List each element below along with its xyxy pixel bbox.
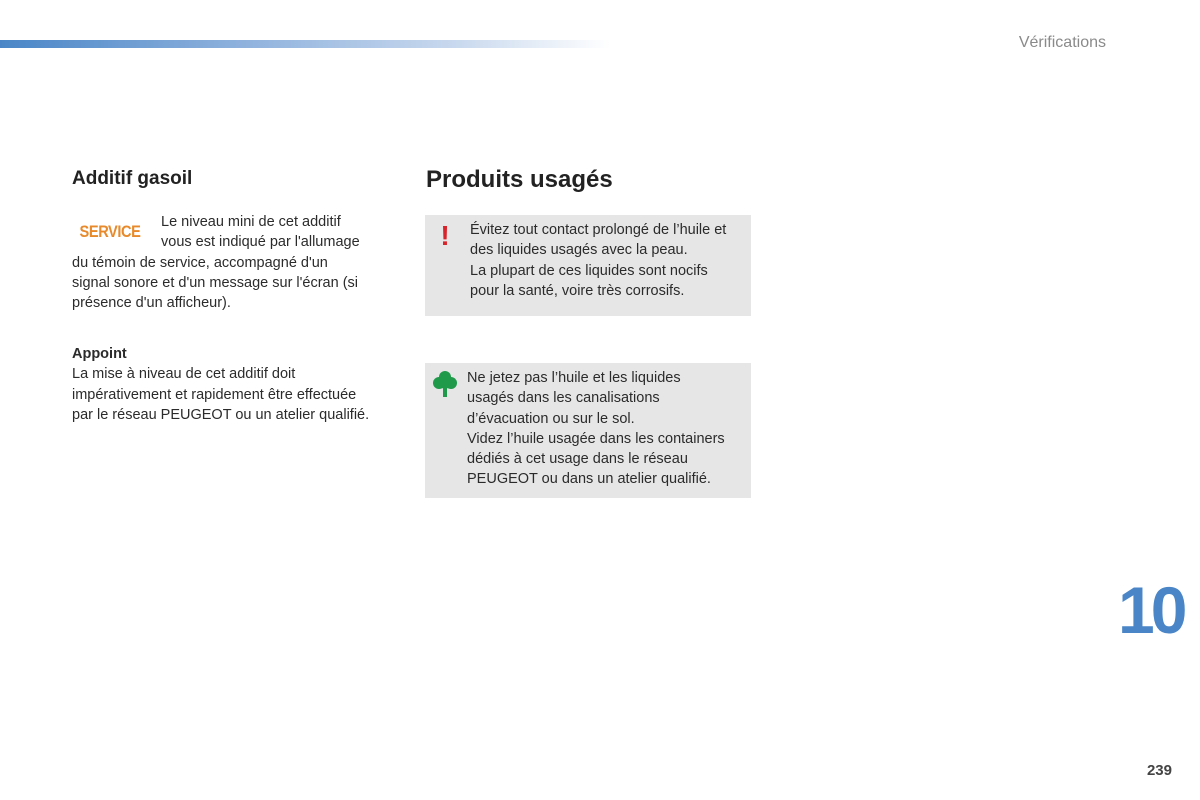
appoint-title: Appoint bbox=[72, 346, 127, 363]
environment-line: Ne jetez pas l’huile et les liquides bbox=[467, 370, 681, 386]
warning-note bbox=[425, 215, 751, 316]
appoint-line: La mise à niveau de cet additif doit bbox=[72, 366, 296, 383]
environment-line: usagés dans les canalisations bbox=[467, 390, 660, 407]
environment-line: Videz l’huile usagée dans les containers bbox=[467, 430, 725, 447]
warning-line: Évitez tout contact prolongé de l’huile et bbox=[470, 222, 727, 238]
service-line: vous est indiqué par l'allumage bbox=[161, 234, 360, 251]
page-number: 239 bbox=[1146, 762, 1172, 779]
service-line: du témoin de service, accompagné d'un bbox=[72, 254, 328, 271]
produits-usages-title: Produits usagés bbox=[426, 166, 613, 193]
environment-line: dédiés à cet usage dans le réseau bbox=[467, 451, 688, 468]
additif-gasoil-title: Additif gasoil bbox=[72, 168, 193, 189]
service-paragraph bbox=[72, 212, 392, 313]
environment-note bbox=[425, 363, 751, 498]
tree-environment-icon bbox=[433, 370, 457, 398]
header-accent-bar bbox=[0, 40, 610, 48]
environment-line: PEUGEOT ou dans un atelier qualifié. bbox=[467, 471, 711, 488]
service-line: signal sonore et d'un message sur l'écran (si bbox=[72, 274, 359, 291]
appoint-paragraph bbox=[72, 364, 392, 425]
appoint-line: par le réseau PEUGEOT ou un atelier qualifié. bbox=[72, 407, 370, 424]
service-warning-icon: SERVICE bbox=[79, 221, 141, 241]
service-line: Le niveau mini de cet additif bbox=[161, 214, 341, 230]
additif-gasoil-section bbox=[72, 168, 392, 425]
warning-exclamation-icon: ! bbox=[440, 220, 450, 251]
chapter-number: 10 bbox=[1118, 573, 1184, 647]
appoint-line: impérativement et rapidement être effectuée bbox=[72, 386, 357, 403]
warning-line: des liquides usagés avec la peau. bbox=[470, 242, 688, 259]
warning-line: La plupart de ces liquides sont nocifs bbox=[470, 262, 708, 279]
section-label: Vérifications bbox=[1018, 34, 1106, 51]
service-line: présence d'un afficheur). bbox=[72, 295, 231, 312]
environment-line: d’évacuation ou sur le sol. bbox=[467, 410, 635, 427]
warning-line: pour la santé, voire très corrosifs. bbox=[470, 282, 685, 299]
